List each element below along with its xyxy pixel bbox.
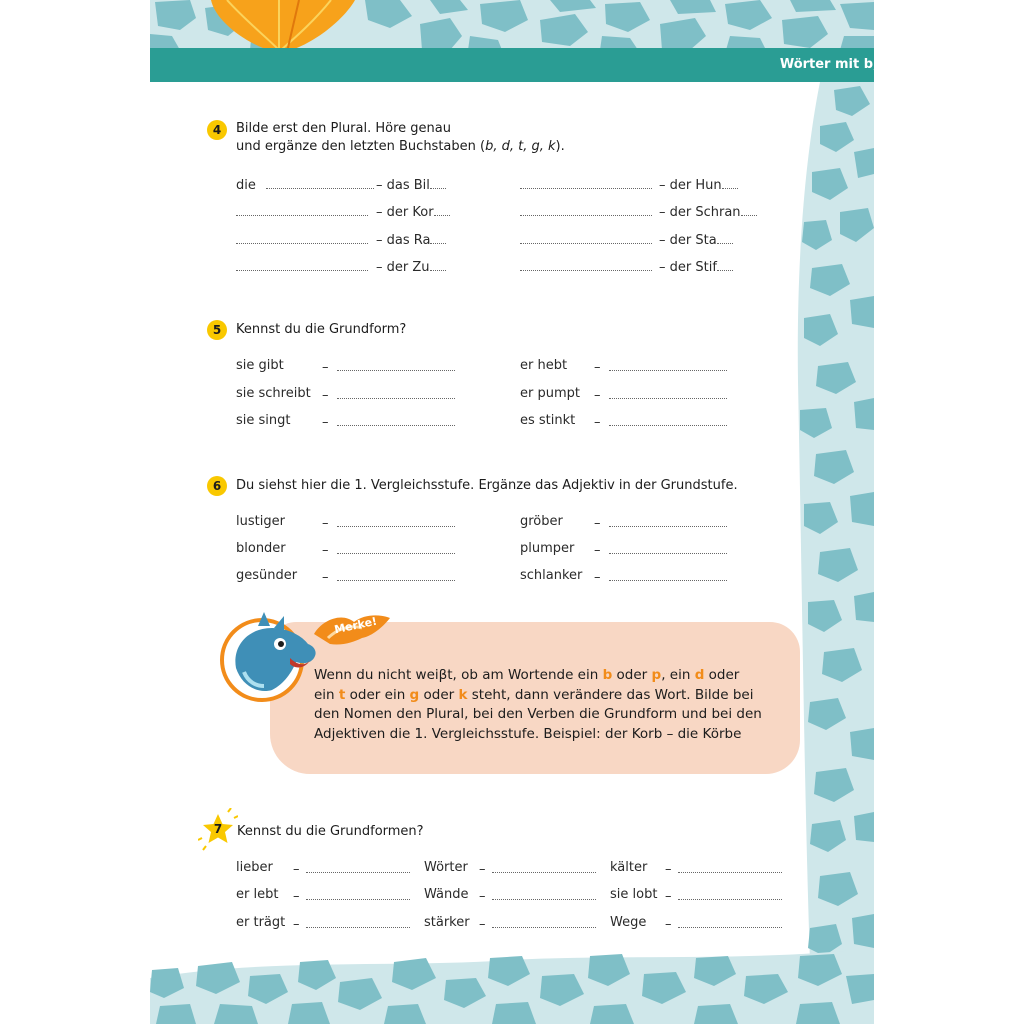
task-4-letters: b, d, t, g, k: [485, 139, 556, 154]
dash: –: [594, 543, 601, 558]
dash: –: [293, 917, 300, 932]
task-4-row-2-right: [520, 203, 652, 221]
task-4-word-4: [376, 258, 446, 276]
prompt-word: sie gibt: [236, 358, 284, 373]
task-5-right-3: [520, 413, 575, 429]
prompt-word: lustiger: [236, 514, 285, 529]
task-4-instruction: [236, 120, 616, 156]
highlight-letter: g: [409, 686, 420, 703]
task-4-row-4-left: [236, 258, 368, 276]
answer-blank[interactable]: [678, 860, 782, 873]
highlight-letter: t: [338, 686, 346, 703]
task-5-right-blank-1: [594, 358, 727, 376]
task-6-right-blank-2: [594, 541, 727, 559]
prompt-word: er trägt: [236, 915, 286, 930]
task-7-col3-2: [610, 887, 657, 903]
rule-text: ein: [314, 686, 339, 703]
prompt-word: plumper: [520, 541, 575, 556]
dash: –: [322, 415, 329, 430]
task-6-instruction: Du siehst hier die 1. Vergleichsstufe. Ergänze das Adjektiv in der Grundstufe.: [236, 478, 738, 493]
letter-blank[interactable]: [430, 231, 446, 244]
task-7-col1-blank-2: [293, 887, 410, 905]
answer-blank[interactable]: [609, 568, 727, 581]
task-7-col2-blank-3: [479, 915, 596, 933]
task-7-col3-blank-2: [665, 887, 782, 905]
prompt-word: Wörter: [424, 860, 468, 875]
prompt-word: gesünder: [236, 568, 298, 583]
word-stem: – der Stif: [659, 260, 717, 275]
task-5-badge: 5: [207, 320, 227, 340]
highlight-letter: d: [694, 667, 705, 683]
letter-blank[interactable]: [741, 203, 757, 216]
prompt-word: schlanker: [520, 568, 583, 583]
rule-text: Adjektiven die 1. Vergleichsstufe. Beispiel: der Korb – die Körbe: [314, 725, 742, 742]
word-stem: – der Schran: [659, 205, 741, 220]
merke-rule-text: [314, 666, 784, 744]
rule-text: steht, dann verändere das Wort. Bilde bei: [467, 686, 754, 703]
answer-blank[interactable]: [492, 887, 596, 900]
answer-blank[interactable]: [678, 887, 782, 900]
dash: –: [322, 360, 329, 375]
task-4-row-1-right: [520, 176, 652, 194]
rule-text: oder: [419, 686, 459, 703]
answer-blank[interactable]: [520, 203, 652, 216]
dash: –: [594, 415, 601, 430]
task-4-word-8: [659, 258, 733, 276]
dash: –: [594, 388, 601, 403]
answer-blank[interactable]: [609, 386, 727, 399]
prompt-word: lieber: [236, 860, 273, 875]
right-stone-pattern: [790, 82, 874, 962]
task-7-col3-blank-3: [665, 915, 782, 933]
task-6-left-1: [236, 514, 285, 530]
task-7-col2-blank-1: [479, 860, 596, 878]
task-4-word-6: [659, 203, 757, 221]
dash: –: [293, 862, 300, 877]
task-5-instruction: Kennst du die Grundform?: [236, 322, 407, 337]
task-7-col1-2: [236, 887, 278, 903]
answer-blank[interactable]: [609, 514, 727, 527]
task-7-col2-1: [424, 860, 468, 876]
letter-blank[interactable]: [430, 176, 446, 189]
task-6-left-3: [236, 568, 297, 584]
dash: –: [479, 862, 486, 877]
prompt-word: Wände: [424, 887, 469, 902]
rule-text: Wenn du nicht weiβt, ob am Wortende ein: [314, 667, 603, 683]
letter-blank[interactable]: [430, 258, 446, 271]
start-word: die: [236, 178, 256, 193]
dash: –: [293, 889, 300, 904]
highlight-letter: k: [458, 686, 468, 703]
dash: –: [594, 570, 601, 585]
highlight-letter: b: [602, 667, 613, 683]
task-6-right-1: [520, 514, 563, 530]
task-6-left-2: [236, 541, 286, 557]
prompt-word: stärker: [424, 915, 470, 930]
dash: –: [594, 360, 601, 375]
answer-blank[interactable]: [236, 231, 368, 244]
prompt-word: es stinkt: [520, 413, 576, 428]
word-stem: – der Sta: [659, 233, 717, 248]
letter-blank[interactable]: [717, 258, 733, 271]
rule-text: , ein: [661, 667, 695, 683]
task-4-word-5: [659, 176, 738, 194]
rule-text: oder: [704, 667, 740, 683]
task-6-left-blank-3: [322, 568, 455, 586]
answer-blank[interactable]: [678, 915, 782, 928]
word-stem: – das Ra: [376, 233, 431, 248]
task-5-left-2: [236, 386, 311, 402]
task-4-line2-prefix: und ergänze den letzten Buchstaben (: [236, 139, 486, 154]
dash: –: [322, 543, 329, 558]
task-5-right-1: [520, 358, 567, 374]
answer-blank[interactable]: [337, 541, 455, 554]
letter-blank[interactable]: [722, 176, 738, 189]
task-4-line1: Bilde erst den Plural. Höre genau: [236, 121, 451, 136]
header-bar: [150, 48, 874, 82]
task-7-col1-1: [236, 860, 273, 876]
task-7-col3-3: [610, 915, 646, 931]
rule-text: den Nomen den Plural, bei den Verben die Grundform und bei den: [314, 706, 762, 722]
answer-blank[interactable]: [236, 203, 368, 216]
highlight-letter: p: [651, 667, 662, 683]
task-6-right-blank-1: [594, 514, 727, 532]
answer-blank[interactable]: [337, 358, 455, 371]
prompt-word: sie singt: [236, 413, 291, 428]
answer-blank[interactable]: [337, 514, 455, 527]
dash: –: [322, 388, 329, 403]
merke-label: Merke!: [333, 614, 379, 637]
task-7-col3-blank-1: [665, 860, 782, 878]
task-4-word-3: [376, 231, 446, 249]
answer-blank[interactable]: [492, 915, 596, 928]
task-4-row-4-right: [520, 258, 652, 276]
dash: –: [322, 516, 329, 531]
word-stem: – das Bil: [376, 178, 430, 193]
answer-blank[interactable]: [492, 860, 596, 873]
task-4-row-2-left: [236, 203, 368, 221]
prompt-word: gröber: [520, 514, 563, 529]
task-7-col2-3: [424, 915, 470, 931]
prompt-word: blonder: [236, 541, 286, 556]
prompt-word: er hebt: [520, 358, 568, 373]
task-5-right-2: [520, 386, 580, 402]
answer-blank[interactable]: [337, 386, 455, 399]
dash: –: [322, 570, 329, 585]
answer-blank[interactable]: [306, 887, 410, 900]
rule-text: oder ein: [345, 686, 410, 703]
task-4-line2-suffix: ).: [555, 139, 565, 154]
task-7-col1-blank-3: [293, 915, 410, 933]
letter-blank[interactable]: [434, 203, 450, 216]
page-number: 7: [992, 55, 1004, 74]
task-4-row-1-left: [236, 176, 374, 194]
task-4-row-3-right: [520, 231, 652, 249]
task-5-right-blank-2: [594, 386, 727, 404]
task-5-left-blank-1: [322, 358, 455, 376]
dash: –: [479, 917, 486, 932]
word-stem: – der Zu: [376, 260, 430, 275]
task-5-left-blank-2: [322, 386, 455, 404]
task-6-right-2: [520, 541, 574, 557]
answer-blank[interactable]: [609, 358, 727, 371]
task-5-right-blank-3: [594, 413, 727, 431]
prompt-word: kälter: [610, 860, 648, 875]
answer-blank[interactable]: [266, 176, 374, 189]
answer-blank[interactable]: [236, 258, 368, 271]
dash: –: [665, 862, 672, 877]
task-7-instruction: Kennst du die Grundformen?: [237, 824, 424, 839]
answer-blank[interactable]: [337, 568, 455, 581]
task-4-word-7: [659, 231, 733, 249]
bottom-stone-pattern: [150, 948, 874, 1024]
prompt-word: er lebt: [236, 887, 279, 902]
answer-blank[interactable]: [520, 231, 652, 244]
task-5-left-3: [236, 413, 291, 429]
task-4-row-3-left: [236, 231, 368, 249]
dash: –: [665, 889, 672, 904]
dash: –: [479, 889, 486, 904]
task-7-col2-2: [424, 887, 468, 903]
prompt-word: sie schreibt: [236, 386, 311, 401]
answer-blank[interactable]: [520, 176, 652, 189]
answer-blank[interactable]: [306, 915, 410, 928]
task-7-badge: 7: [213, 822, 223, 836]
chapter-title: Wörter mit b, d und g: [779, 57, 938, 72]
task-5-left-blank-3: [322, 413, 455, 431]
task-6-badge: 6: [207, 476, 227, 496]
task-5-left-1: [236, 358, 284, 374]
answer-blank[interactable]: [337, 413, 455, 426]
task-6-right-3: [520, 568, 582, 584]
prompt-word: er pumpt: [520, 386, 580, 401]
prompt-word: sie lobt: [610, 887, 658, 902]
word-stem: – der Kor: [376, 205, 434, 220]
answer-blank[interactable]: [306, 860, 410, 873]
task-6-left-blank-1: [322, 514, 455, 532]
task-6-right-blank-3: [594, 568, 727, 586]
task-7-col3-1: [610, 860, 647, 876]
task-4-word-1: [376, 176, 446, 194]
task-4-badge: 4: [207, 120, 227, 140]
task-4-word-2: [376, 203, 450, 221]
prompt-word: Wege: [610, 915, 647, 930]
task-7-col1-blank-1: [293, 860, 410, 878]
task-7-col1-3: [236, 915, 285, 931]
answer-blank[interactable]: [520, 258, 652, 271]
answer-blank[interactable]: [609, 413, 727, 426]
rule-text: oder: [612, 667, 652, 683]
task-6-left-blank-2: [322, 541, 455, 559]
letter-blank[interactable]: [717, 231, 733, 244]
word-stem: – der Hun: [659, 178, 722, 193]
task-7-col2-blank-2: [479, 887, 596, 905]
dash: –: [665, 917, 672, 932]
answer-blank[interactable]: [609, 541, 727, 554]
dash: –: [594, 516, 601, 531]
